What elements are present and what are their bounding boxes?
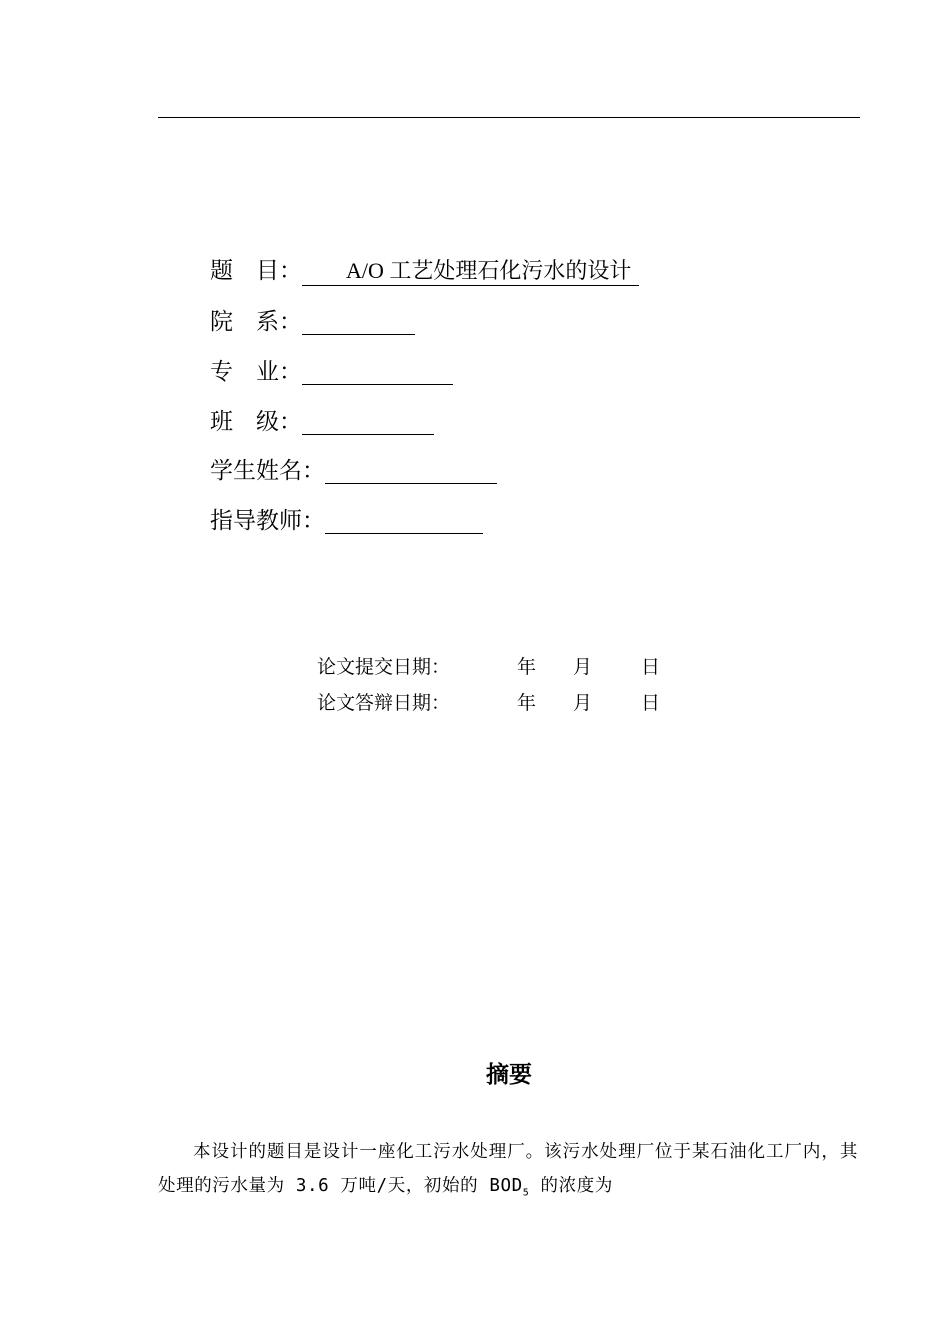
defense-year: 年 — [517, 692, 537, 714]
advisor-label: 指导教师： — [210, 508, 325, 534]
student-name-label: 学生姓名： — [210, 458, 325, 484]
advisor-field — [210, 506, 483, 536]
defense-date-label: 论文答辩日期： — [317, 692, 451, 714]
class-field — [210, 407, 434, 437]
submit-month: 月 — [573, 656, 593, 678]
major-field — [210, 357, 453, 387]
defense-month: 月 — [573, 692, 593, 714]
abstract-text-part1: 本设计的题目是设计一座化工污水处理厂。该污水处理厂位于某石油化工厂内，其处理的污水量为 3.6 万吨/天，初始的 BOD — [158, 1142, 858, 1196]
department-label: 院 系： — [210, 309, 302, 335]
major-blank — [302, 358, 453, 385]
student-name-field — [210, 456, 497, 486]
department-field — [210, 307, 415, 337]
student-name-blank — [325, 457, 497, 484]
header-rule — [158, 117, 860, 118]
submit-day: 日 — [641, 656, 661, 678]
submit-year: 年 — [517, 656, 537, 678]
title-value: A/O 工艺处理石化污水的设计 — [302, 257, 639, 286]
abstract-heading: 摘要 — [486, 1062, 532, 1088]
submit-date-label: 论文提交日期： — [317, 656, 451, 678]
advisor-blank — [325, 507, 483, 534]
abstract-subscript: 5 — [522, 1187, 530, 1199]
class-label: 班 级： — [210, 409, 302, 435]
title-label: 题 目： — [210, 258, 302, 284]
class-blank — [302, 408, 434, 435]
department-blank — [302, 308, 415, 335]
defense-day: 日 — [641, 692, 661, 714]
abstract-paragraph — [158, 1135, 858, 1211]
abstract-text-part2: 的浓度为 — [529, 1176, 613, 1196]
title-field — [210, 256, 639, 286]
major-label: 专 业： — [210, 359, 302, 385]
